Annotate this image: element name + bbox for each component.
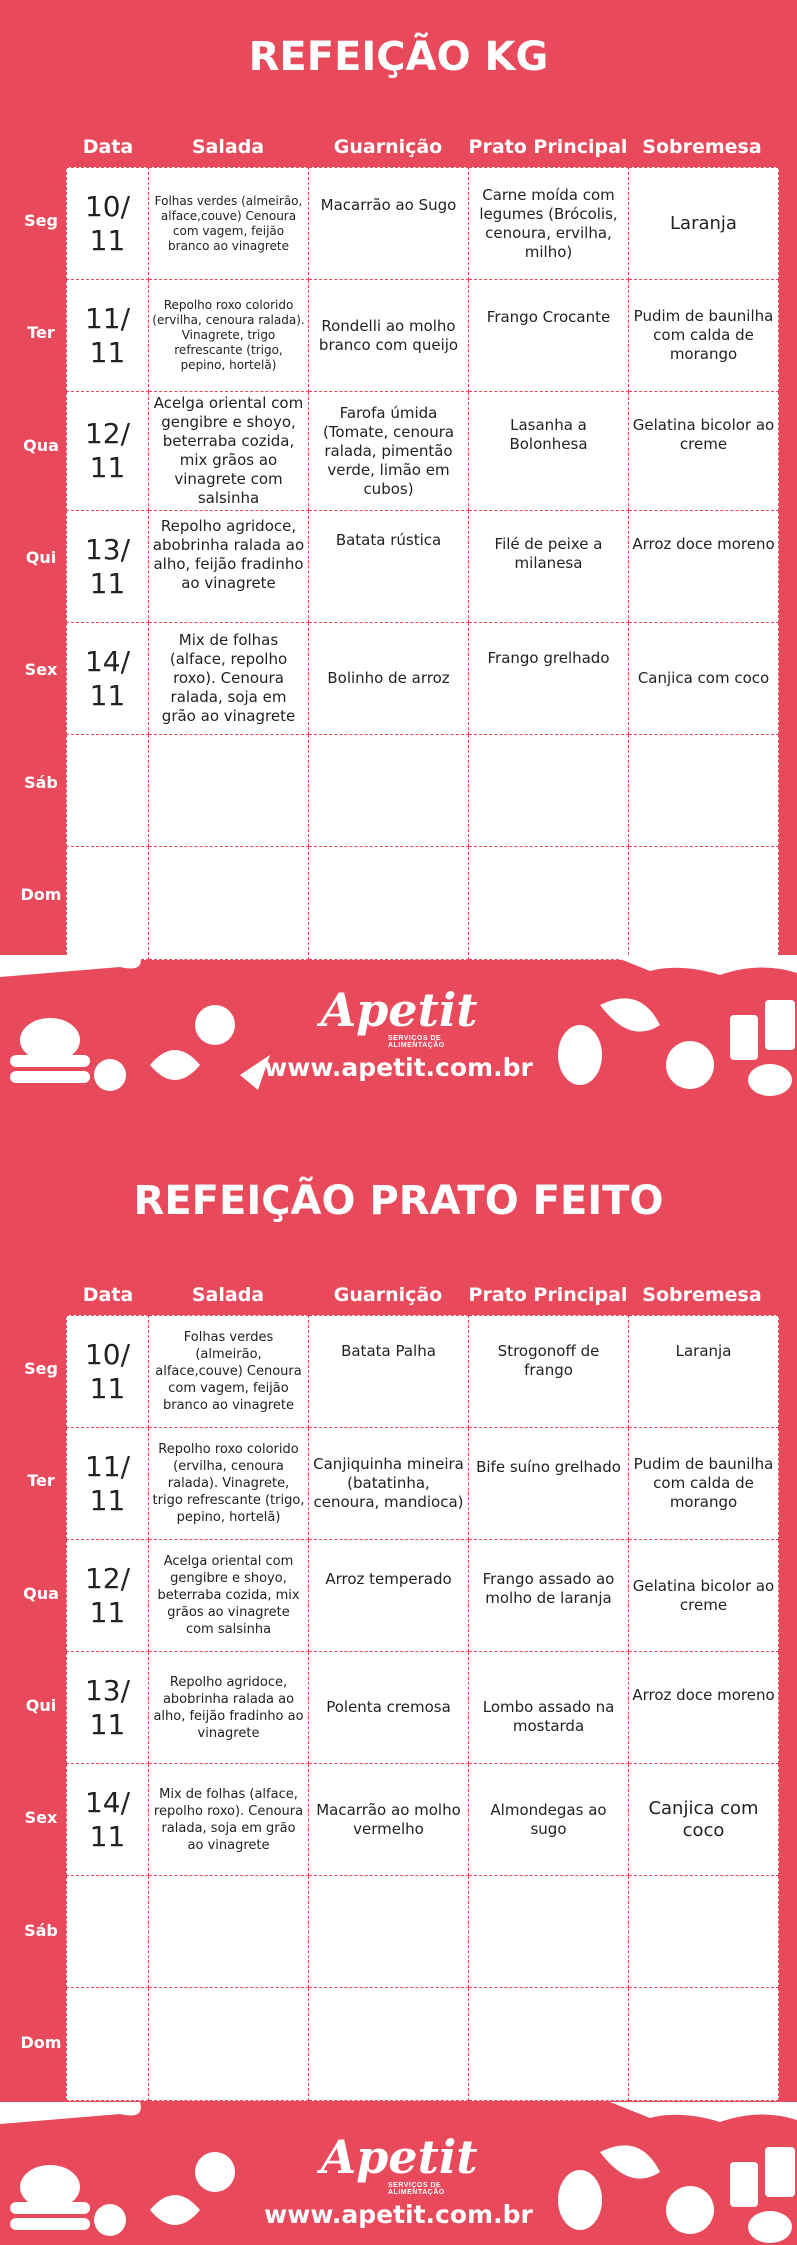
date-cell xyxy=(67,847,149,960)
logo-text: Apetit xyxy=(320,2130,478,2184)
guarnicao-cell xyxy=(309,1876,469,1988)
table-row xyxy=(67,847,779,960)
sobremesa-cell: Arroz doce moreno xyxy=(629,511,779,623)
day-label: Qua xyxy=(23,436,59,455)
salada-cell: Acelga oriental com gengibre e shoyo, beterraba cozida, mix grãos ao vinagrete com salsinha xyxy=(149,1540,309,1652)
guarnicao-cell: Macarrão ao molho vermelho xyxy=(309,1764,469,1876)
guarnicao-cell: Canjiquinha mineira (batatinha, cenoura, mandioca) xyxy=(309,1428,469,1540)
date-cell: 11/ 11 xyxy=(67,1428,149,1540)
prato-cell xyxy=(469,735,629,847)
salada-cell: Mix de folhas (alface, repolho roxo). Cenoura ralada, soja em grão ao vinagrete xyxy=(149,623,309,735)
date-cell: 13/ 11 xyxy=(67,511,149,623)
logo-subtitle: SERVIÇOS DE ALIMENTAÇÃO xyxy=(388,2182,445,2196)
date-cell xyxy=(67,1876,149,1988)
date-cell: 13/ 11 xyxy=(67,1652,149,1764)
header-sobremesa: Sobremesa xyxy=(642,1284,762,1306)
menu-section-kg xyxy=(0,0,797,1100)
guarnicao-cell: Rondelli ao molho branco com queijo xyxy=(309,280,469,392)
date-cell: 14/ 11 xyxy=(67,1764,149,1876)
logo-text: Apetit xyxy=(320,983,478,1037)
header-prato-principal: Prato Principal xyxy=(468,1284,628,1306)
prato-cell: Frango Crocante xyxy=(469,280,629,392)
day-label: Ter xyxy=(27,323,55,342)
salada-cell: Folhas verdes (almeirão, alface,couve) Cenoura com vagem, feijão branco ao vinagrete xyxy=(149,1316,309,1428)
prato-cell: Frango assado ao molho de laranja xyxy=(469,1540,629,1652)
salada-cell: Mix de folhas (alface, repolho roxo). Cenoura ralada, soja em grão ao vinagrete xyxy=(149,1764,309,1876)
salada-cell xyxy=(149,735,309,847)
salada-cell: Repolho agridoce, abobrinha ralada ao alho, feijão fradinho ao vinagrete xyxy=(149,511,309,623)
salada-cell xyxy=(149,847,309,960)
prato-cell: Almondegas ao sugo xyxy=(469,1764,629,1876)
header-data: Data xyxy=(82,136,134,158)
menu-table xyxy=(66,167,779,960)
sobremesa-cell: Canjica com coco xyxy=(629,623,779,735)
apetit-logo xyxy=(318,2122,480,2200)
sobremesa-cell xyxy=(629,847,779,960)
salada-cell xyxy=(149,1988,309,2101)
logo-subtitle: SERVIÇOS DE ALIMENTAÇÃO xyxy=(388,1035,445,1049)
prato-cell: Lasanha a Bolonhesa xyxy=(469,392,629,511)
day-label: Qui xyxy=(25,548,57,567)
header-salada: Salada xyxy=(191,136,265,158)
sobremesa-cell: Laranja xyxy=(629,1316,779,1428)
guarnicao-cell: Arroz temperado xyxy=(309,1540,469,1652)
footer xyxy=(0,2102,797,2245)
date-cell: 14/ 11 xyxy=(67,623,149,735)
salada-cell: Repolho roxo colorido (ervilha, cenoura ralada). Vinagrete, trigo refrescante (trigo, pepino, hortelã) xyxy=(149,280,309,392)
guarnicao-cell: Batata Palha xyxy=(309,1316,469,1428)
prato-cell xyxy=(469,1988,629,2101)
guarnicao-cell: Bolinho de arroz xyxy=(309,623,469,735)
day-label: Sex xyxy=(24,1808,58,1827)
table-row xyxy=(67,623,779,735)
guarnicao-cell: Farofa úmida (Tomate, cenoura ralada, pimentão verde, limão em cubos) xyxy=(309,392,469,511)
sobremesa-cell xyxy=(629,1988,779,2101)
day-label: Qua xyxy=(23,1584,59,1603)
table-row xyxy=(67,1764,779,1876)
table-row xyxy=(67,280,779,392)
header-guarnicao: Guarnição xyxy=(333,1284,443,1306)
sobremesa-cell: Canjica com coco xyxy=(629,1764,779,1876)
date-cell: 10/ 11 xyxy=(67,1316,149,1428)
day-label: Sáb xyxy=(24,773,58,792)
day-label: Ter xyxy=(27,1471,55,1490)
prato-cell: Frango grelhado xyxy=(469,623,629,735)
table-row xyxy=(67,168,779,280)
header-prato-principal: Prato Principal xyxy=(468,136,628,158)
table-row xyxy=(67,1988,779,2101)
guarnicao-cell xyxy=(309,1988,469,2101)
date-cell xyxy=(67,1988,149,2101)
day-label: Sáb xyxy=(24,1921,58,1940)
guarnicao-cell xyxy=(309,735,469,847)
sobremesa-cell: Arroz doce moreno xyxy=(629,1652,779,1764)
prato-cell: Carne moída com legumes (Brócolis, cenoura, ervilha, milho) xyxy=(469,168,629,280)
date-cell: 10/ 11 xyxy=(67,168,149,280)
prato-cell: Filé de peixe a milanesa xyxy=(469,511,629,623)
prato-cell: Lombo assado na mostarda xyxy=(469,1652,629,1764)
day-label: Dom xyxy=(20,2033,62,2052)
day-label: Dom xyxy=(20,885,62,904)
day-label: Seg xyxy=(24,1359,58,1378)
prato-cell xyxy=(469,1876,629,1988)
table-row xyxy=(67,735,779,847)
sobremesa-cell: Gelatina bicolor ao creme xyxy=(629,1540,779,1652)
sobremesa-cell xyxy=(629,735,779,847)
table-row xyxy=(67,511,779,623)
prato-cell xyxy=(469,847,629,960)
date-cell: 12/ 11 xyxy=(67,392,149,511)
header-guarnicao: Guarnição xyxy=(333,136,443,158)
guarnicao-cell: Polenta cremosa xyxy=(309,1652,469,1764)
day-label: Sex xyxy=(24,660,58,679)
prato-cell: Strogonoff de frango xyxy=(469,1316,629,1428)
sobremesa-cell: Laranja xyxy=(629,168,779,280)
sobremesa-cell: Pudim de baunilha com calda de morango xyxy=(629,280,779,392)
salada-cell: Folhas verdes (almeirão, alface,couve) Cenoura com vagem, feijão branco ao vinagrete xyxy=(149,168,309,280)
salada-cell: Acelga oriental com gengibre e shoyo, beterraba cozida, mix grãos ao vinagrete com salsinha xyxy=(149,392,309,511)
website-link[interactable]: www.apetit.com.br xyxy=(264,1053,533,1082)
sobremesa-cell: Pudim de baunilha com calda de morango xyxy=(629,1428,779,1540)
menu-section-prato-feito xyxy=(0,1100,797,2245)
salada-cell: Repolho roxo colorido (ervilha, cenoura ralada). Vinagrete, trigo refrescante (trigo, pepino, hortelã) xyxy=(149,1428,309,1540)
table-row xyxy=(67,392,779,511)
guarnicao-cell: Macarrão ao Sugo xyxy=(309,168,469,280)
table-row xyxy=(67,1652,779,1764)
salada-cell xyxy=(149,1876,309,1988)
website-link[interactable]: www.apetit.com.br xyxy=(264,2200,533,2229)
day-label: Qui xyxy=(25,1696,57,1715)
header-salada: Salada xyxy=(191,1284,265,1306)
header-sobremesa: Sobremesa xyxy=(642,136,762,158)
date-cell xyxy=(67,735,149,847)
prato-cell: Bife suíno grelhado xyxy=(469,1428,629,1540)
section-title: REFEIÇÃO PRATO FEITO xyxy=(133,1178,664,1224)
day-label: Seg xyxy=(24,211,58,230)
table-row xyxy=(67,1540,779,1652)
table-row xyxy=(67,1876,779,1988)
footer xyxy=(0,955,797,1100)
date-cell: 11/ 11 xyxy=(67,280,149,392)
table-row xyxy=(67,1428,779,1540)
menu-table xyxy=(66,1315,779,2101)
section-title: REFEIÇÃO KG xyxy=(248,34,549,80)
apetit-logo xyxy=(318,975,480,1053)
sobremesa-cell: Gelatina bicolor ao creme xyxy=(629,392,779,511)
guarnicao-cell: Batata rústica xyxy=(309,511,469,623)
sobremesa-cell xyxy=(629,1876,779,1988)
header-data: Data xyxy=(82,1284,134,1306)
salada-cell: Repolho agridoce, abobrinha ralada ao alho, feijão fradinho ao vinagrete xyxy=(149,1652,309,1764)
table-row xyxy=(67,1316,779,1428)
date-cell: 12/ 11 xyxy=(67,1540,149,1652)
guarnicao-cell xyxy=(309,847,469,960)
